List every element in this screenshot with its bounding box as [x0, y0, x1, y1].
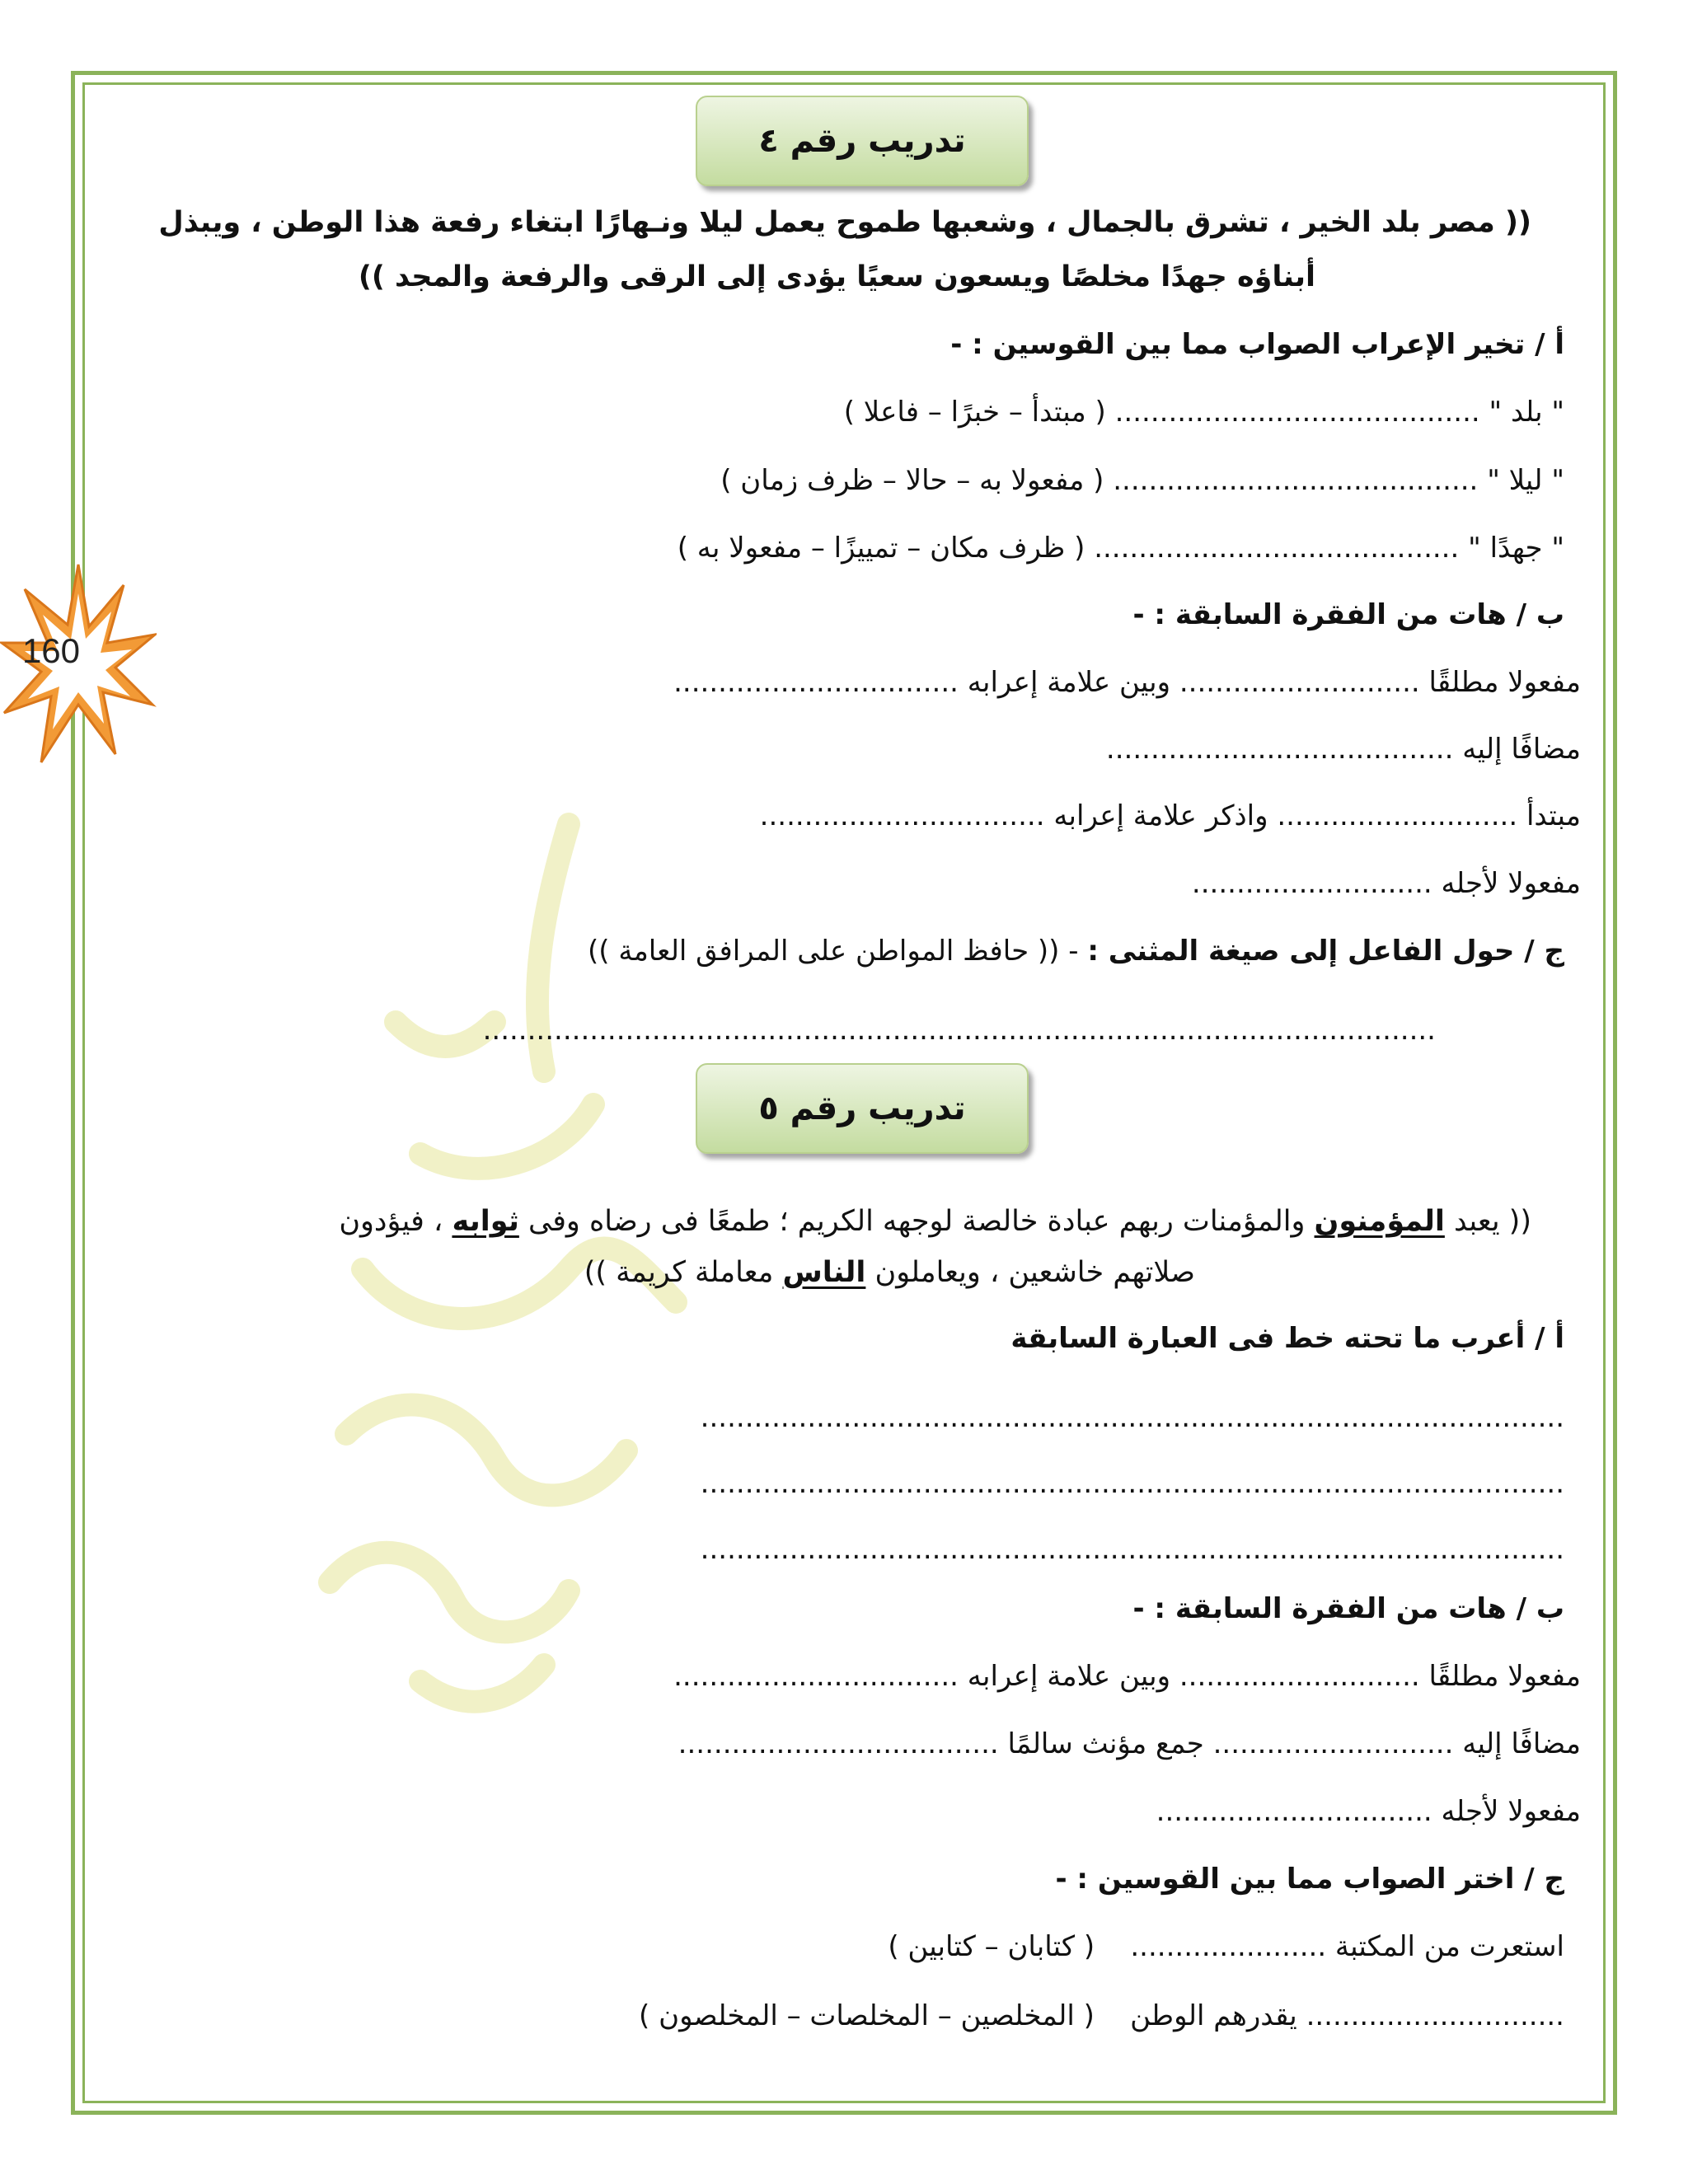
item-options: ( مبتدأ – خبرًا – فاعلا )	[843, 396, 1106, 429]
ex4-a-item-3	[678, 532, 1564, 565]
answer-dots[interactable]: ................................	[673, 666, 959, 699]
ex4-a-item-1	[844, 396, 1564, 429]
item-options: ( مفعولا به – حالا – ظرف زمان )	[720, 464, 1104, 497]
ex4-passage-line2: أبناؤه جهدًا مخلصًا ويسعون سعيًا يؤدى إلى الرقى والرفعة والمجد ))	[358, 260, 1315, 293]
ex5-passage-line2	[584, 1256, 1195, 1289]
item-options: ( ظرف مكان – تمييزًا – مفعولا به )	[677, 532, 1085, 565]
item-word: " جهدًا "	[1468, 532, 1564, 565]
ex4-part-c-title: ج / حول الفاعل إلى صيغة المثنى :	[1087, 935, 1564, 968]
item-options: ( كتابان – كتابين )	[888, 1930, 1095, 1963]
passage-text: معاملة كريمة ))	[584, 1256, 783, 1289]
item-label: مضافًا إليه	[1462, 1727, 1581, 1760]
item-label: مفعولا لأجله	[1441, 867, 1581, 900]
item-word: " ليلا "	[1487, 464, 1564, 497]
answer-dots[interactable]: ...........................	[1179, 1660, 1420, 1693]
item-text: استعرت من المكتبة ......................	[1130, 1930, 1564, 1963]
item-text: ............................. يقدرهم الوطن	[1130, 1999, 1564, 2032]
item-extra: واذكر علامة إعرابه	[1053, 799, 1268, 832]
underlined-word: المؤمنون	[1314, 1205, 1445, 1238]
ex4-part-c-answer-line[interactable]: ...........................................................................................................	[482, 1014, 1436, 1047]
ex5-c-item-1	[888, 1930, 1564, 1963]
answer-dots[interactable]: .........................................	[1114, 396, 1480, 429]
ex5-b-item-3	[1156, 1795, 1581, 1828]
item-extra: وبين علامة إعرابه	[967, 1660, 1171, 1693]
item-word: " بلد "	[1489, 396, 1564, 429]
answer-dots[interactable]: ...........................	[1179, 666, 1420, 699]
answer-dots[interactable]: .........................................	[1113, 464, 1479, 497]
dash: -	[1068, 935, 1079, 968]
ex4-part-b-title: ب / هات من الفقرة السابقة : -	[1132, 598, 1564, 631]
ex5-passage-line1	[339, 1205, 1531, 1238]
ex5-c-item-2	[639, 1999, 1564, 2032]
item-options: ( المخلصين – المخلصات – المخلصون )	[639, 1999, 1095, 2032]
passage-text: ، فيؤدون	[339, 1205, 452, 1238]
page-number: 160	[21, 631, 81, 670]
answer-dots[interactable]: ...........................	[1191, 867, 1432, 900]
answer-dots[interactable]: .......................................	[1105, 733, 1454, 766]
item-extra: جمع مؤنث سالمًا	[1007, 1727, 1204, 1760]
ex4-b-item-1	[673, 666, 1581, 699]
ex4-part-c	[588, 935, 1564, 968]
answer-dots[interactable]: ...............................	[1156, 1795, 1432, 1828]
underlined-word: ثوابه	[452, 1205, 519, 1238]
ex5-answer-line-2[interactable]: .................................................................................................	[700, 1467, 1564, 1500]
ex5-b-item-2	[678, 1727, 1581, 1760]
passage-text: صلاتهم خاشعين ، ويعاملون	[865, 1256, 1195, 1289]
item-label: مبتدأ	[1526, 799, 1581, 832]
ex4-a-item-2	[720, 464, 1564, 497]
answer-dots[interactable]: ................................	[759, 799, 1045, 832]
answer-dots[interactable]: ...........................	[1212, 1727, 1454, 1760]
answer-dots[interactable]: .........................................	[1094, 532, 1460, 565]
ex5-answer-line-1[interactable]: .................................................................................................	[700, 1401, 1564, 1434]
underlined-word: الناس	[782, 1256, 866, 1289]
ex5-part-b-title: ب / هات من الفقرة السابقة : -	[1132, 1592, 1564, 1625]
item-label: مضافًا إليه	[1462, 733, 1581, 766]
answer-dots[interactable]: ................................	[673, 1660, 959, 1693]
ex5-b-item-1	[673, 1660, 1581, 1693]
item-label: مفعولا مطلقًا	[1428, 1660, 1581, 1693]
ex5-part-c-title: ج / اختر الصواب مما بين القوسين : -	[1055, 1863, 1564, 1896]
passage-text: (( يعبد	[1444, 1205, 1531, 1238]
exercise-5-heading: تدريب رقم ٥	[696, 1063, 1029, 1154]
item-label: مفعولا مطلقًا	[1428, 666, 1581, 699]
ex4-part-c-sentence: (( حافظ المواطن على المرافق العامة ))	[588, 935, 1060, 968]
answer-dots[interactable]: ....................................	[678, 1727, 999, 1760]
ex4-b-item-4	[1192, 867, 1581, 900]
answer-dots[interactable]: ...........................	[1277, 799, 1518, 832]
ex5-answer-line-3[interactable]: .................................................................................................	[700, 1533, 1564, 1566]
ex4-b-item-3	[760, 799, 1581, 832]
exercise-4-heading: تدريب رقم ٤	[696, 96, 1029, 186]
ex4-passage-line1: (( مصر بلد الخير ، تشرق بالجمال ، وشعبها طموح يعمل ليلا ونـهارًا ابتغاء رفعة هذا الوطن ، ويبذل	[158, 206, 1531, 239]
item-label: مفعولا لأجله	[1441, 1795, 1581, 1828]
ex4-part-a-title: أ / تخير الإعراب الصواب مما بين القوسين : -	[950, 328, 1564, 361]
item-extra: وبين علامة إعرابه	[967, 666, 1171, 699]
passage-text: والمؤمنات ربهم عبادة خالصة لوجهه الكريم ؛ طمعًا فى رضاه وفى	[518, 1205, 1315, 1238]
ex4-b-item-2	[1106, 733, 1581, 766]
ex5-part-a-title: أ / أعرب ما تحته خط فى العبارة السابقة	[1010, 1322, 1564, 1355]
